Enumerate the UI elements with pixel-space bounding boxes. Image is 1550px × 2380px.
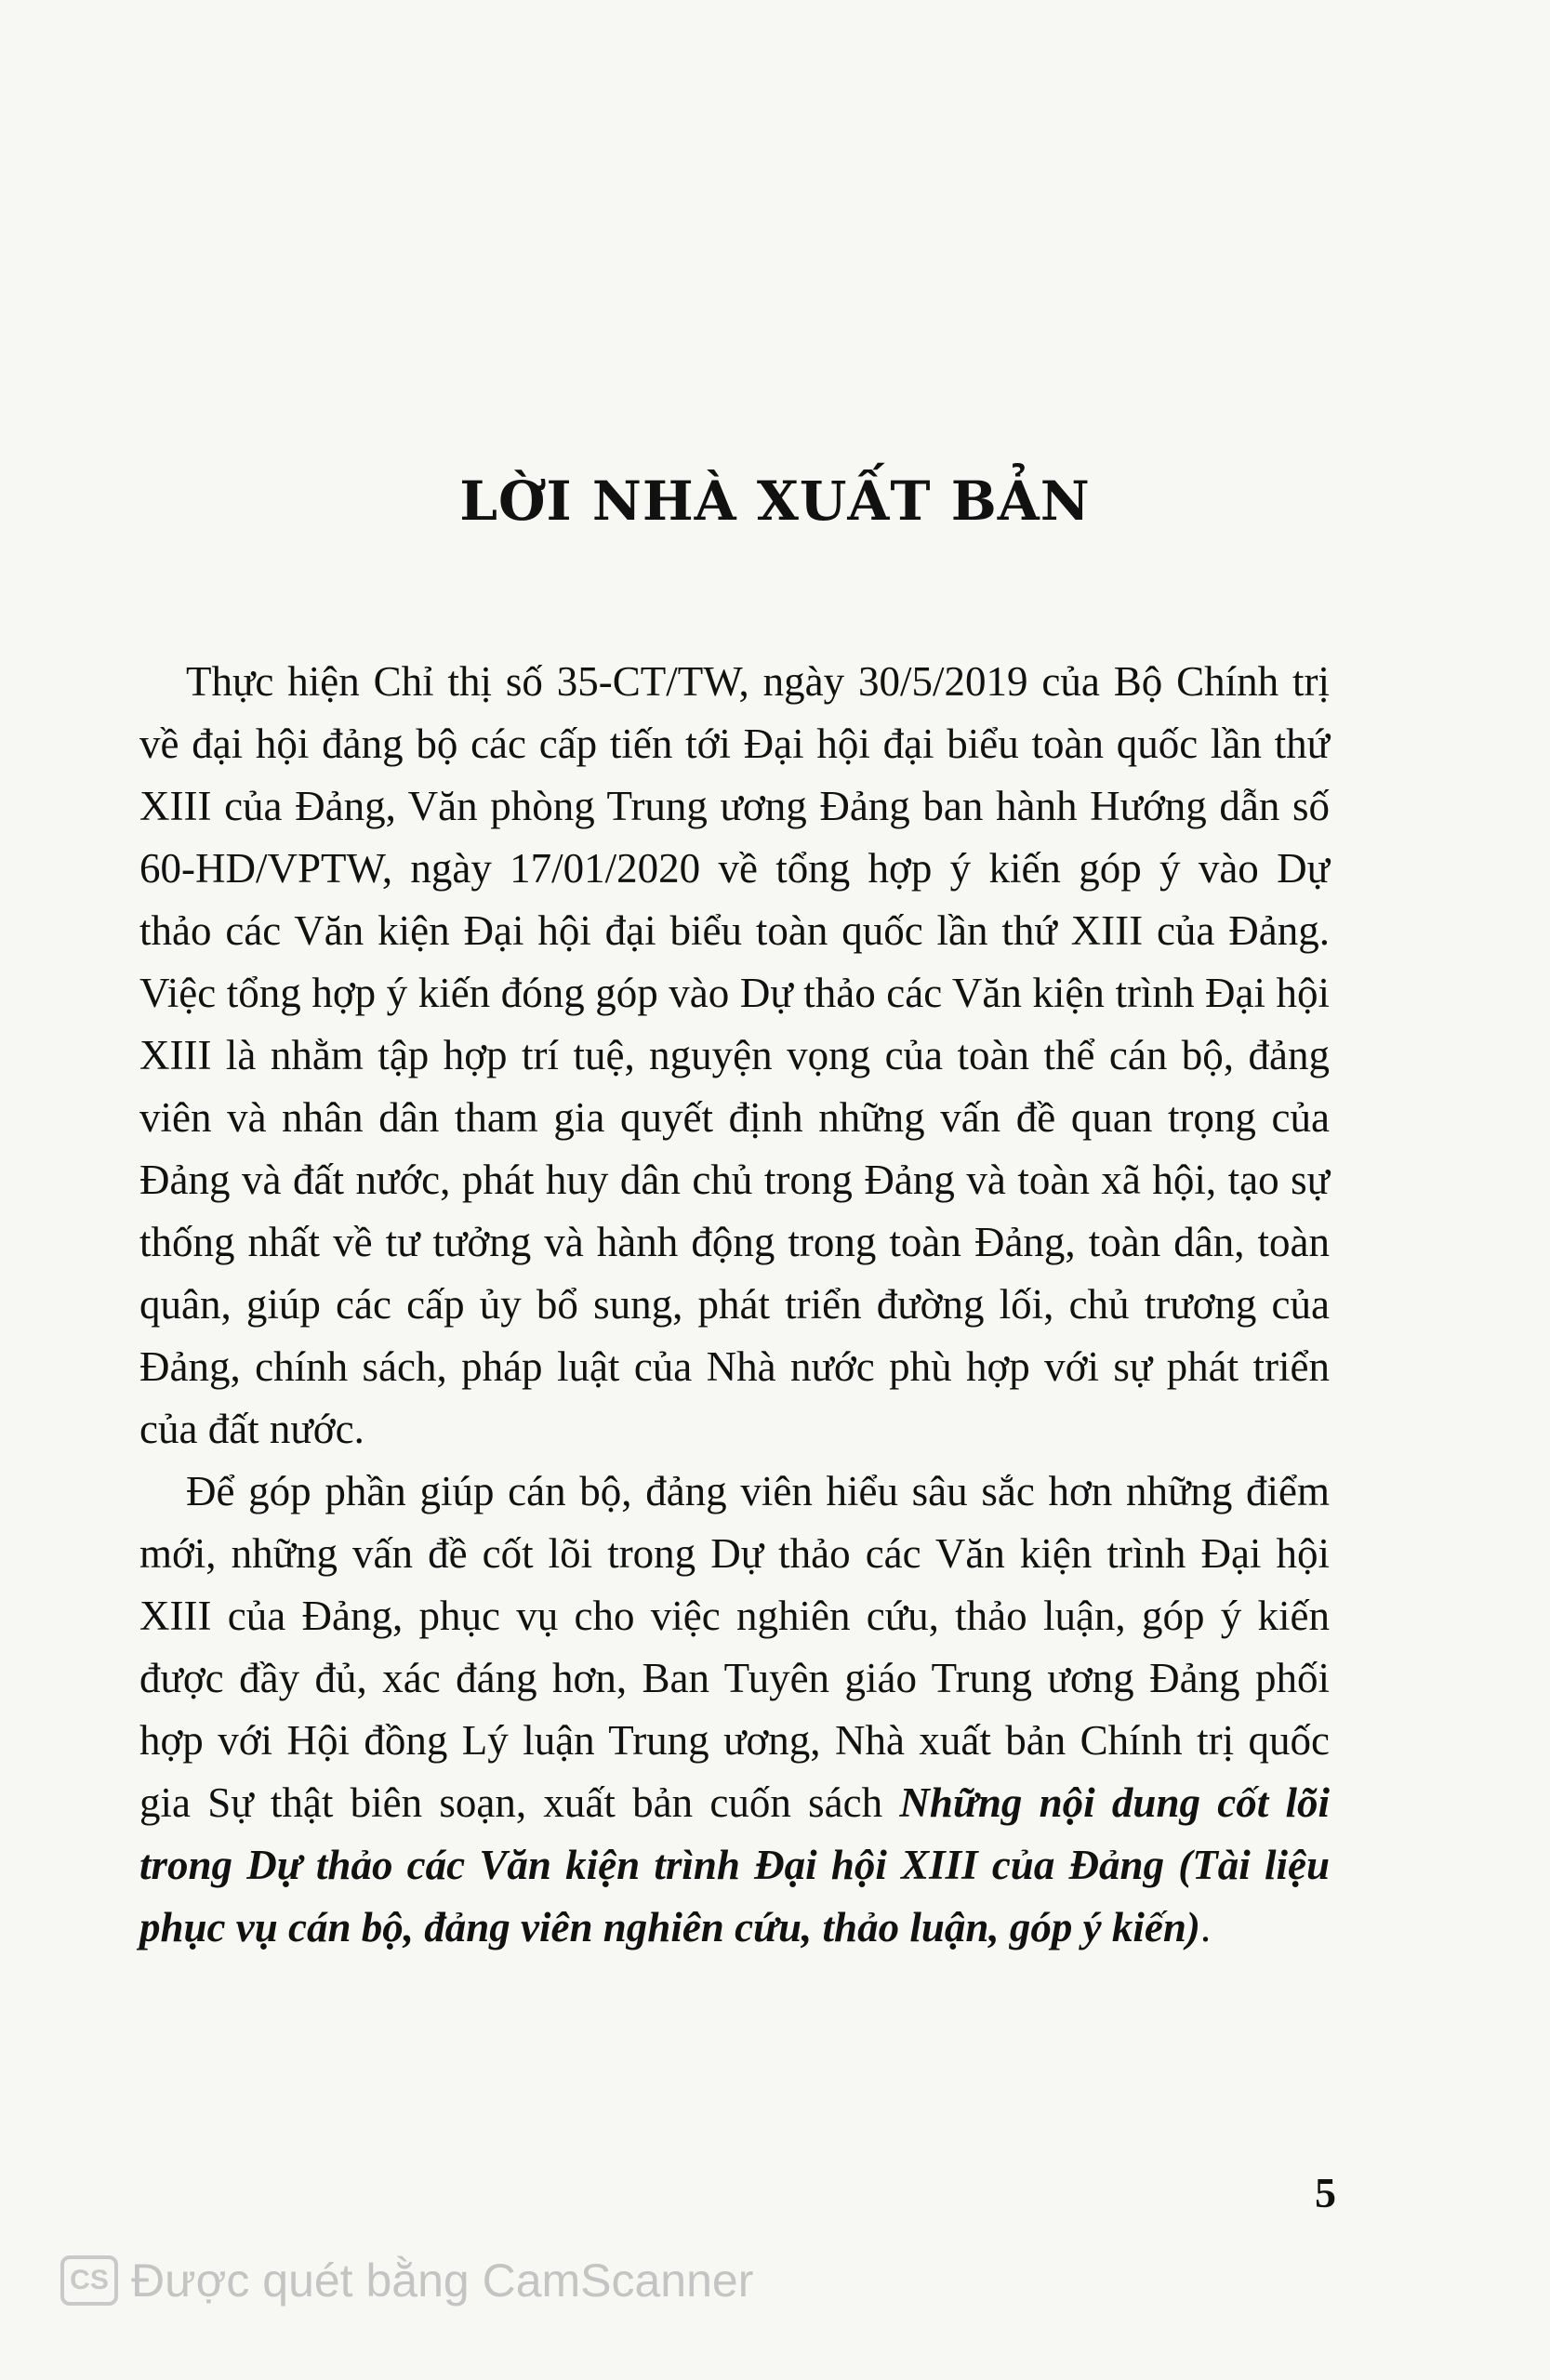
paragraph-2-end: .: [1199, 1904, 1212, 1950]
paragraph-1: Thực hiện Chỉ thị số 35-CT/TW, ngày 30/5/2019 của Bộ Chính trị về đại hội đảng bộ các cấp tiến tới Đại hội đại biểu toàn quốc lần thứ XIII của Đảng, Văn phòng Trung ương Đảng ban hành Hướng dẫn số 60-HD/VPTW, ngày 17/01/2020 về tổng hợp ý kiến góp ý vào Dự thảo các Văn kiện Đại hội đại biểu toàn quốc lần thứ XIII của Đảng. Việc tổng hợp ý kiến đóng góp vào Dự thảo các Văn kiện trình Đại hội XIII là nhằm tập hợp trí tuệ, nguyện vọng của toàn thể cán bộ, đảng viên và nhân dân tham gia quyết định những vấn đề quan trọng của Đảng và đất nước, phát huy dân chủ trong Đảng và toàn xã hội, tạo sự thống nhất về tư tưởng và hành động trong toàn Đảng, toàn dân, toàn quân, giúp các cấp ủy bổ sung, phát triển đường lối, chủ trương của Đảng, chính sách, pháp luật của Nhà nước phù hợp với sự phát triển của đất nước.: [139, 658, 1330, 1452]
paragraph-2-lead: Để góp phần giúp cán bộ, đảng viên hiểu sâu sắc hơn những điểm mới, những vấn đề cốt lõi trong Dự thảo các Văn kiện trình Đại hội XIII của Đảng, phục vụ cho việc nghiên cứu, thảo luận, góp ý kiến được đầy đủ, xác đáng hơn, Ban Tuyên giáo Trung ương Đảng phối hợp với Hội đồng Lý luận Trung ương, Nhà xuất bản Chính trị quốc gia Sự thật biên soạn, xuất bản cuốn sách: [139, 1468, 1330, 1826]
page-number: 5: [1315, 2169, 1336, 2216]
book-title: Những nội dung cốt lõi trong Dự thảo các Văn kiện trình Đại hội XIII của Đảng (Tài liệu phục vụ cán bộ, đảng viên nghiên cứu, thảo luận, góp ý kiến): [139, 1779, 1330, 1950]
page-title: LỜI NHÀ XUẤT BẢN: [459, 469, 1091, 533]
camscanner-logo-icon: CS: [60, 2255, 118, 2306]
watermark-text: Được quét bằng CamScanner: [131, 2254, 754, 2307]
body-text: [139, 651, 1330, 1959]
camscanner-watermark: [60, 2248, 753, 2313]
paragraph-2: [139, 1461, 1330, 1959]
